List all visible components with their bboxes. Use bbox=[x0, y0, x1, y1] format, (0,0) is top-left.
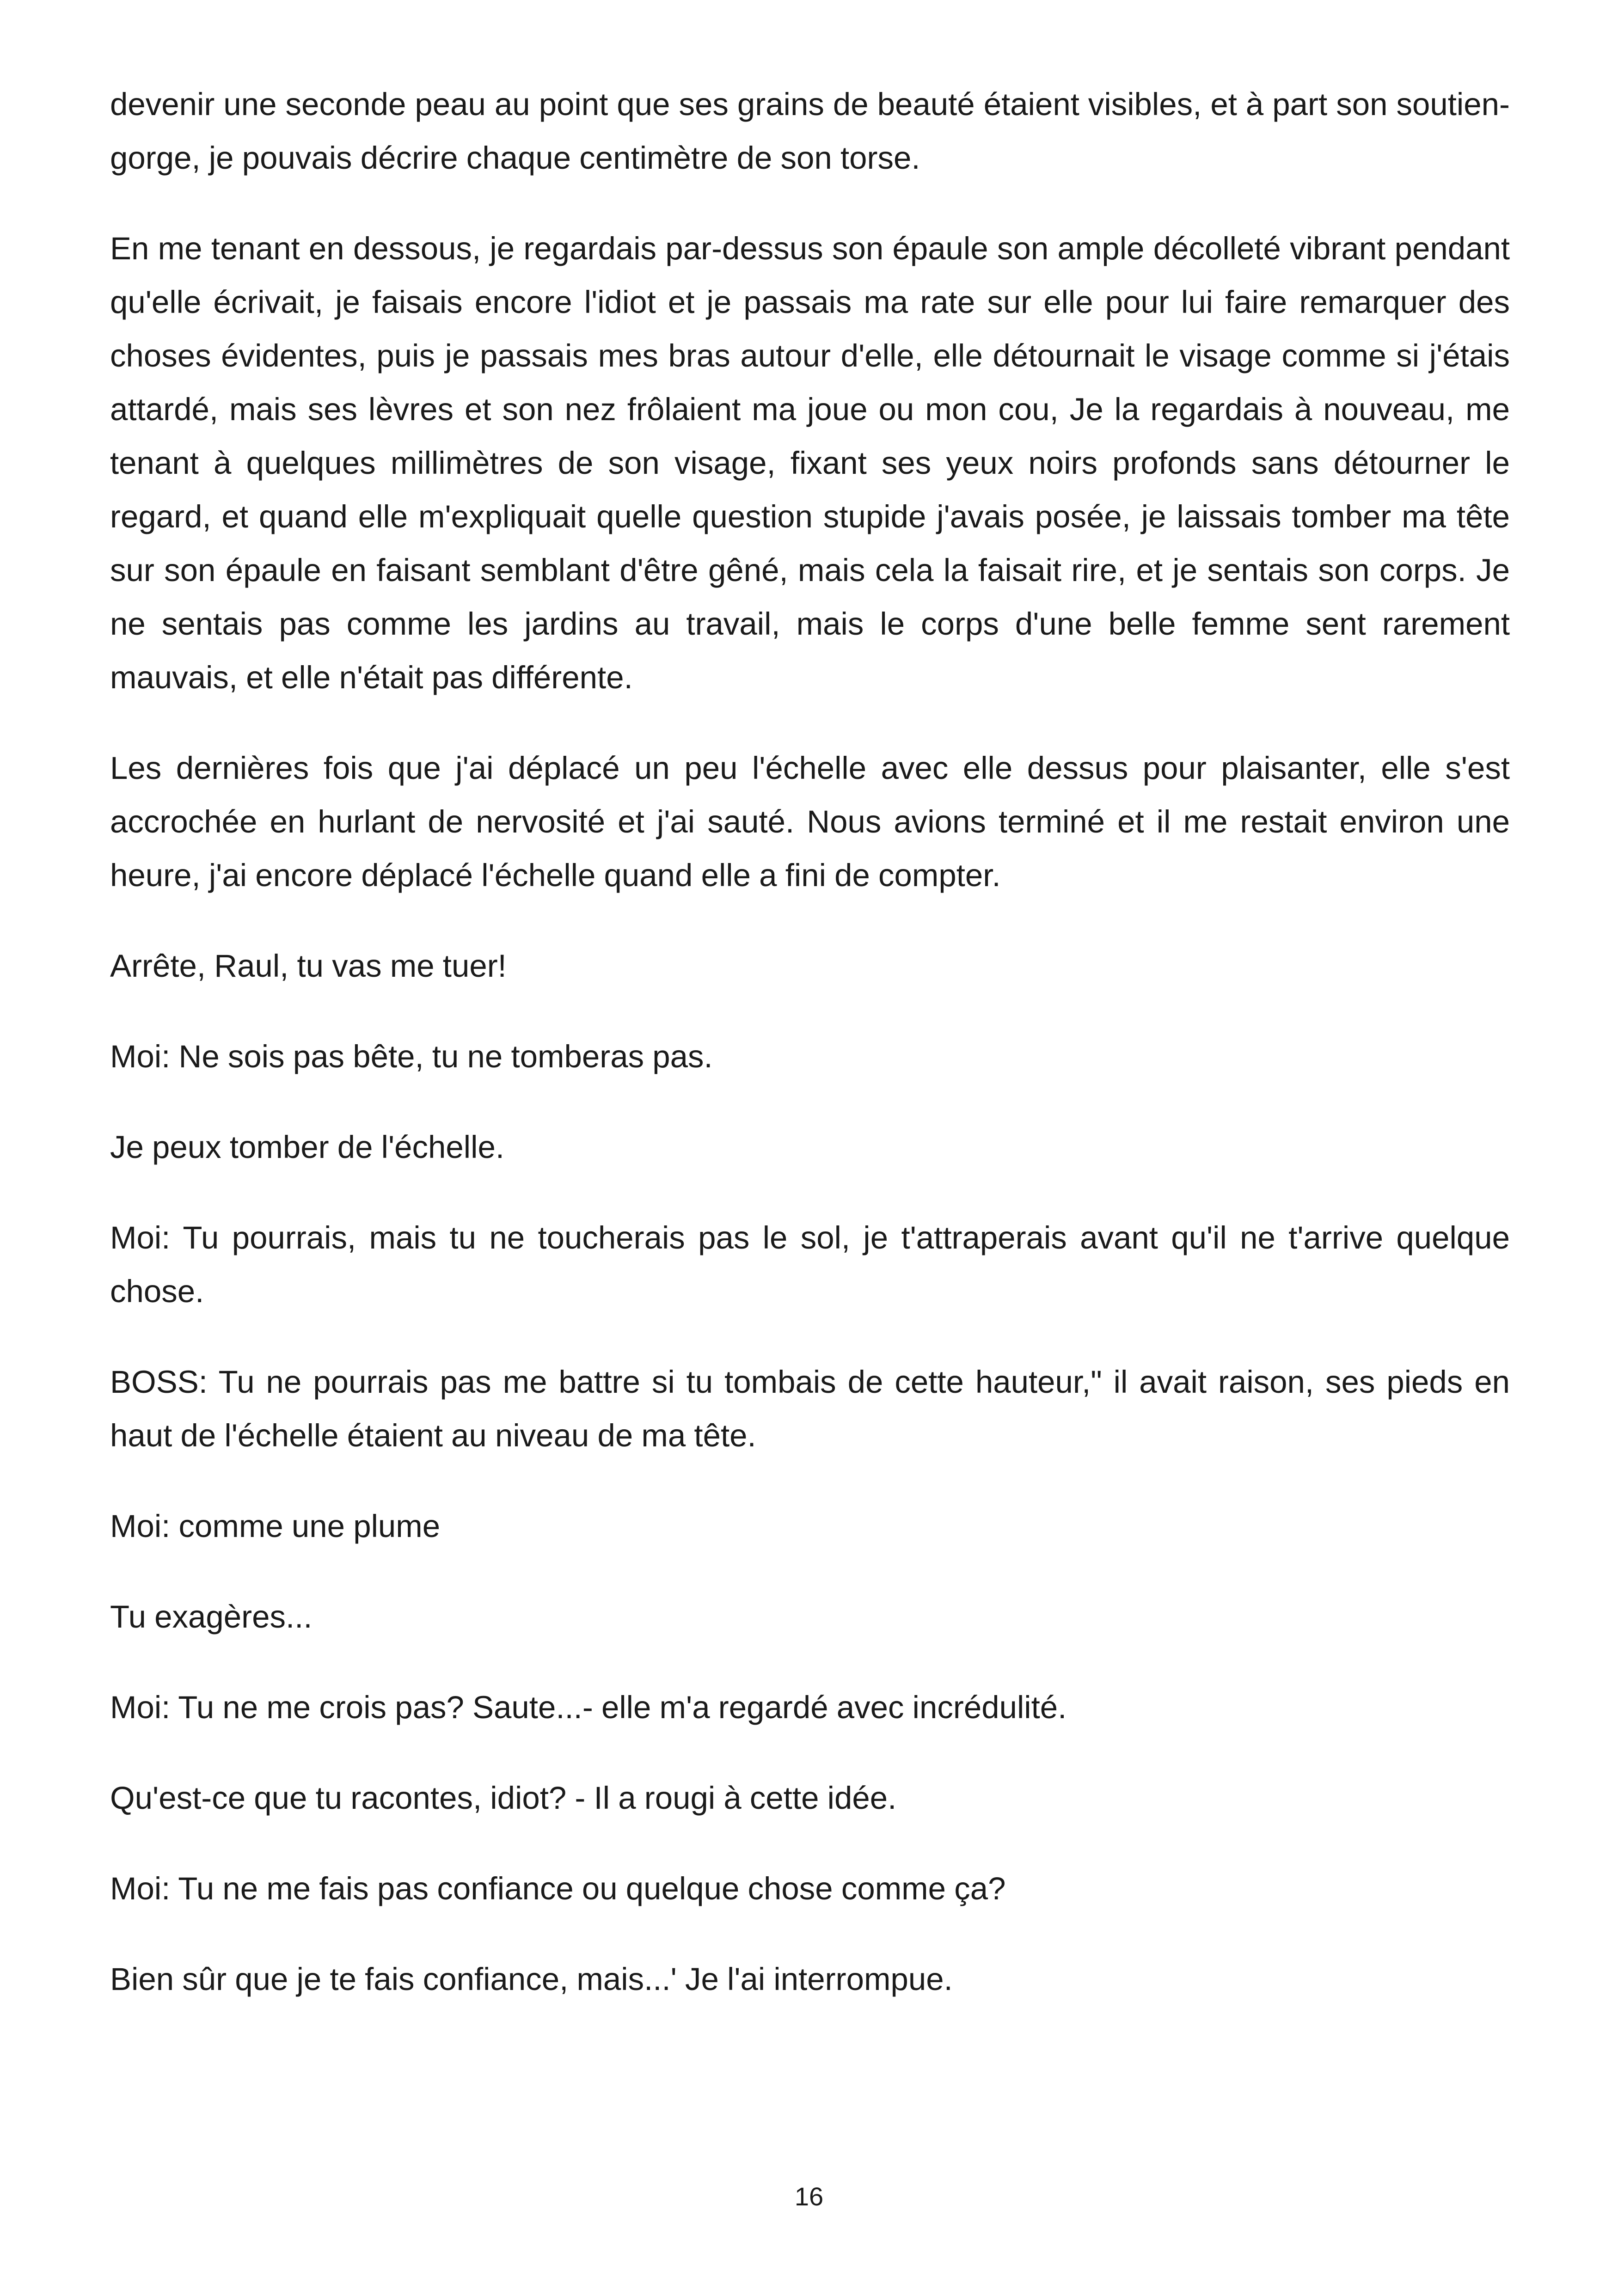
paragraph-10: Tu exagères... bbox=[110, 1599, 313, 1635]
paragraph-13: Moi: Tu ne me fais pas confiance ou quelque chose comme ça? bbox=[110, 1871, 1006, 1906]
paragraph-7: Moi: Tu pourrais, mais tu ne toucherais pas le sol, je t'attraperais avant qu'il ne t'arrive quelque chose. bbox=[110, 1220, 1510, 1309]
paragraph-3: Les dernières fois que j'ai déplacé un peu l'échelle avec elle dessus pour plaisanter, elle s'est accrochée en hurlant de nervosité et j'ai sauté. Nous avions terminé et il me restait environ une heure, j'ai encore déplacé l'échelle quand elle a fini de compter. bbox=[110, 750, 1510, 893]
paragraph-14: Bien sûr que je te fais confiance, mais...' Je l'ai interrompue. bbox=[110, 1961, 953, 1997]
paragraph-6: Je peux tomber de l'échelle. bbox=[110, 1129, 505, 1165]
paragraph-2: En me tenant en dessous, je regardais par-dessus son épaule son ample décolleté vibrant pendant qu'elle écrivait, je faisais encore l'idiot et je passais ma rate sur elle pour lui faire remarquer des choses évidentes, puis je passais mes bras autour d'elle, elle détournait le visage comme si j'étais attardé, mais ses lèvres et son nez frôlaient ma joue ou mon cou, Je la regardais à nouveau, me tenant à quelques millimètres de son visage, fixant ses yeux noirs profonds sans détourner le regard, et quand elle m'expliquait quelle question stupide j'avais posée, je laissais tomber ma tête sur son épaule en faisant semblant d'être gêné, mais cela la faisait rire, et je sentais son corps. Je ne sentais pas comme les jardins au travail, mais le corps d'une belle femme sent rarement mauvais, et elle n'était pas différente. bbox=[110, 231, 1510, 695]
paragraph-4: Arrête, Raul, tu vas me tuer! bbox=[110, 948, 507, 984]
paragraph-8: BOSS: Tu ne pourrais pas me battre si tu tombais de cette hauteur," il avait raison, ses pieds en haut de l'échelle étaient au niveau de ma tête. bbox=[110, 1364, 1510, 1453]
paragraph-1: devenir une seconde peau au point que ses grains de beauté étaient visibles, et à part son soutien-gorge, je pouvais décrire chaque centimètre de son torse. bbox=[110, 86, 1510, 176]
paragraph-5: Moi: Ne sois pas bête, tu ne tomberas pas. bbox=[110, 1039, 713, 1074]
paragraph-11: Moi: Tu ne me crois pas? Saute...- elle m'a regardé avec incrédulité. bbox=[110, 1690, 1067, 1725]
paragraph-9: Moi: comme une plume bbox=[110, 1508, 441, 1544]
page-number: 16 bbox=[794, 2182, 824, 2211]
body-text bbox=[110, 78, 1510, 2043]
paragraph-12: Qu'est-ce que tu racontes, idiot? - Il a rougi à cette idée. bbox=[110, 1780, 897, 1816]
